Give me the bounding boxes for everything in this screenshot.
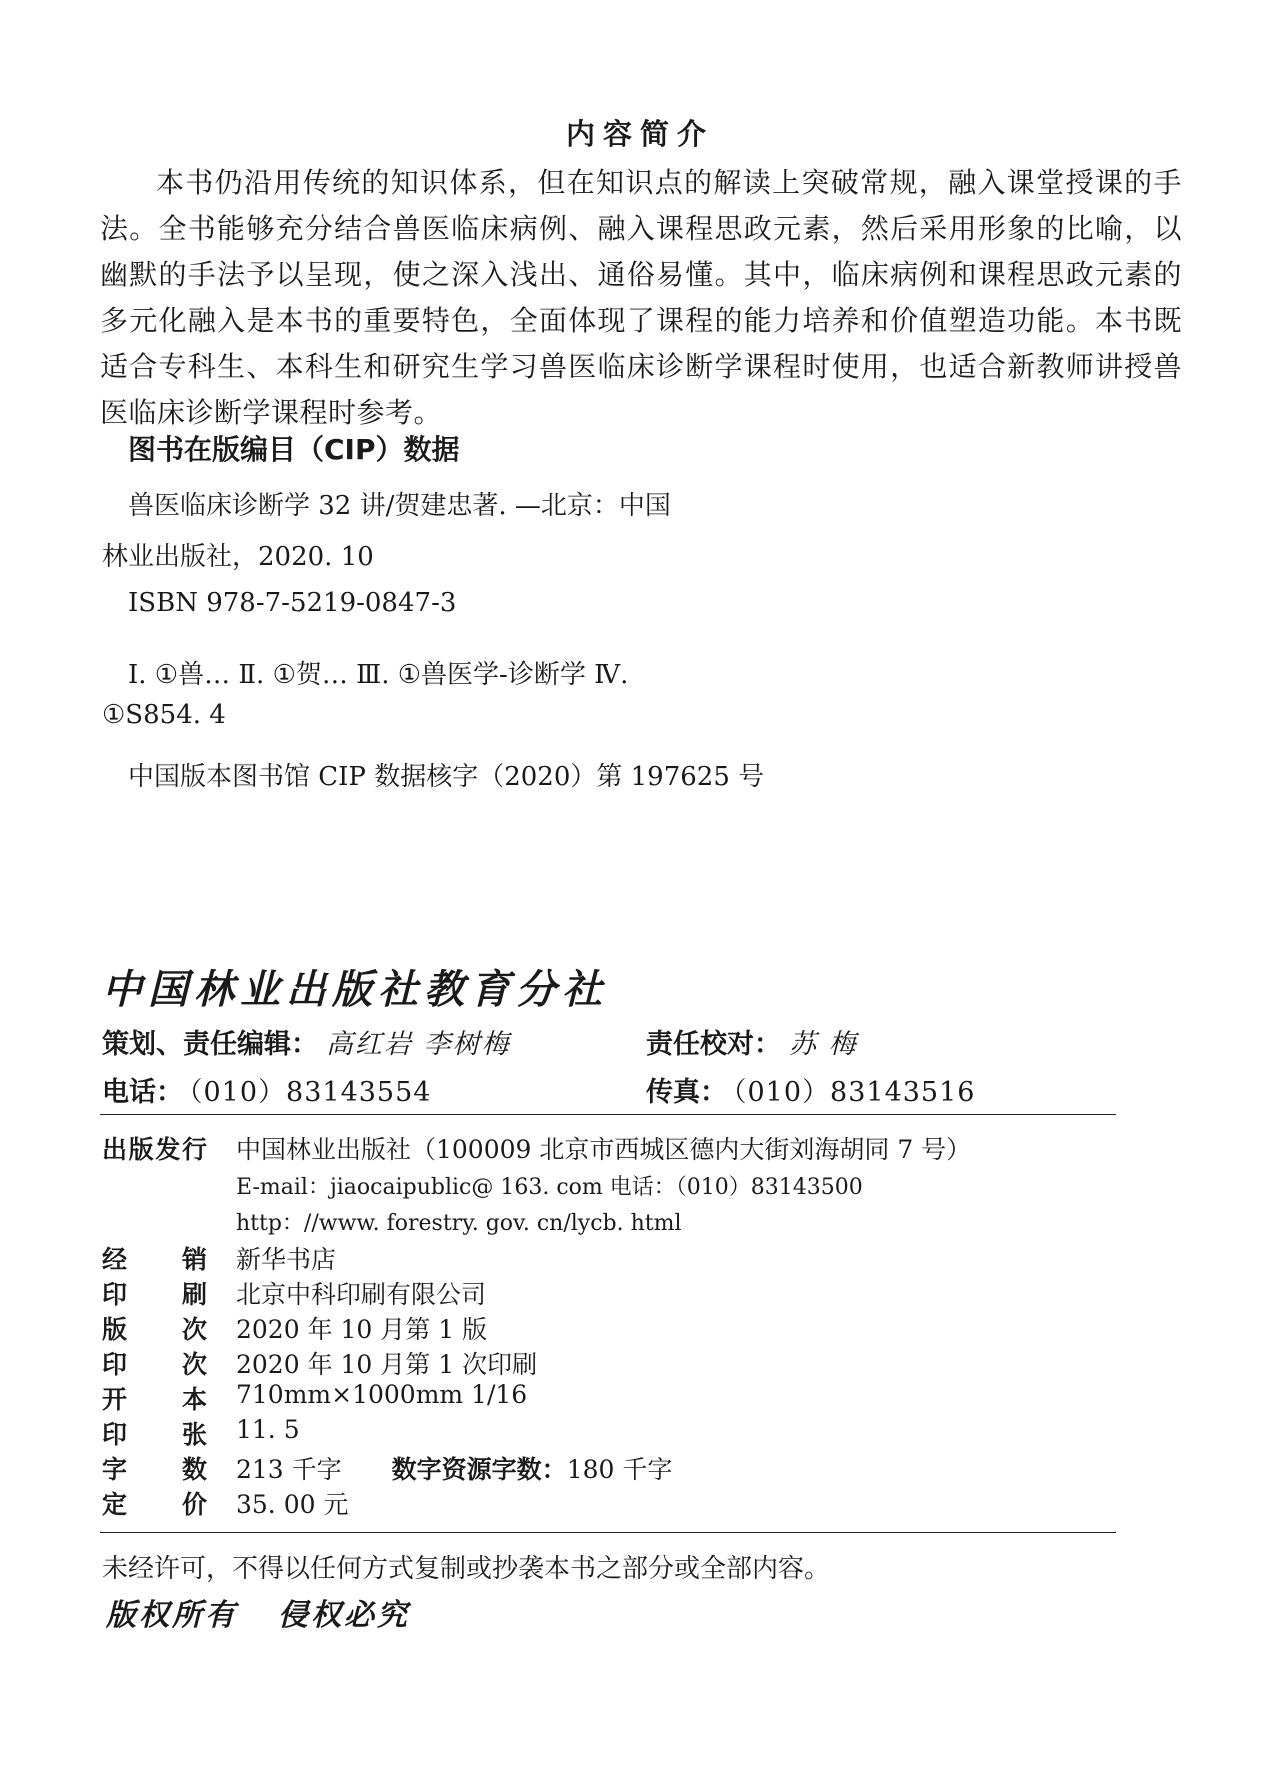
info-row-sheets xyxy=(102,1415,1002,1449)
digital-words-label: 数字资源字数： xyxy=(391,1455,567,1484)
words-value: 213 千字 xyxy=(236,1455,342,1484)
phone-value: （010）83143554 xyxy=(189,1077,432,1108)
info-key-publish: 出 版 发 行 xyxy=(102,1135,207,1164)
info-row-publish xyxy=(102,1130,1102,1164)
info-value-publish: 中国林业出版社（100009 北京市西城区德内大街刘海胡同 7 号） xyxy=(236,1135,972,1164)
publisher-name: 中国林业出版社教育分社 xyxy=(102,967,608,1013)
info-value-price: 35. 00 元 xyxy=(236,1490,349,1519)
info-row-edition xyxy=(102,1310,1002,1344)
info-key-printing: 印 次 xyxy=(102,1350,207,1379)
info-value-printing: 2020 年 10 月第 1 次印刷 xyxy=(236,1350,538,1379)
phone-label: 电话： xyxy=(102,1077,183,1108)
url-line: http：//www. forestry. gov. cn/lycb. html xyxy=(236,1211,682,1236)
editor-row xyxy=(102,1022,511,1061)
info-key-price: 定 价 xyxy=(102,1490,207,1519)
digital-words-value: 180 千字 xyxy=(566,1455,673,1484)
divider-top xyxy=(100,1114,1116,1115)
cip-publisher-line: 林业出版社，2020. 10 xyxy=(102,542,374,572)
editor-value: 高红岩 李树梅 xyxy=(326,1029,511,1060)
info-row-distributor xyxy=(102,1240,1002,1274)
info-key-format: 开 本 xyxy=(102,1385,207,1414)
rights-text-2: 侵权必究 xyxy=(278,1598,410,1633)
cip-heading: 图书在版编目（CIP）数据 xyxy=(128,433,460,466)
info-value-format: 710mm×1000mm 1/16 xyxy=(236,1380,528,1409)
divider-bottom xyxy=(100,1532,1116,1533)
info-key-edition: 版 次 xyxy=(102,1315,207,1344)
info-key-printer: 印 刷 xyxy=(102,1280,207,1309)
info-row-price xyxy=(102,1485,1002,1519)
intro-body: 本书仍沿用传统的知识体系，但在知识点的解读上突破常规，融入课堂授课的手法。全书能够充分结合兽医临床病例、融入课程思政元素，然后采用形象的比喻，以幽默的手法予以呈现，使之深入浅出、通俗易懂。其中，临床病例和课程思政元素的多元化融入是本书的重要特色，全面体现了课程的能力培养和价值塑造功能。本书既适合专科生、本科生和研究生学习兽医临床诊断学课程时使用，也适合新教师讲授兽医临床诊断学课程时参考。 xyxy=(100,166,1182,429)
info-row-printing xyxy=(102,1345,1002,1379)
info-value-edition: 2020 年 10 月第 1 版 xyxy=(236,1315,488,1344)
info-row-printer xyxy=(102,1275,1002,1309)
editor-label: 策划、责任编辑： xyxy=(102,1029,318,1060)
rights-reserved xyxy=(106,1590,410,1634)
proof-row xyxy=(646,1022,858,1061)
proof-label: 责任校对： xyxy=(646,1029,781,1060)
cip-classification-line2: ①S854. 4 xyxy=(102,700,226,730)
info-value-words xyxy=(236,1450,672,1486)
cip-isbn: ISBN 978-7-5219-0847-3 xyxy=(128,588,457,618)
rights-text-1: 版权所有 xyxy=(106,1598,238,1633)
copy-notice: 未经许可，不得以任何方式复制或抄袭本书之部分或全部内容。 xyxy=(102,1554,831,1584)
phone-row xyxy=(102,1070,431,1109)
info-row-words xyxy=(102,1450,1002,1484)
info-key-sheets: 印 张 xyxy=(102,1420,207,1449)
fax-row xyxy=(646,1070,975,1109)
proof-value: 苏 梅 xyxy=(789,1029,858,1060)
fax-value: （010）83143516 xyxy=(733,1077,976,1108)
info-key-distributor: 经 销 xyxy=(102,1245,207,1274)
info-value-sheets: 11. 5 xyxy=(236,1415,300,1444)
cip-classification-line1: Ⅰ. ①兽… Ⅱ. ①贺… Ⅲ. ①兽医学-诊断学 Ⅳ. xyxy=(128,660,629,690)
fax-label: 传真： xyxy=(646,1077,727,1108)
info-value-distributor: 新华书店 xyxy=(236,1245,337,1274)
cip-title-line: 兽医临床诊断学 32 讲/贺建忠著. —北京：中国 xyxy=(128,491,671,521)
cip-verification: 中国版本图书馆 CIP 数据核字（2020）第 197625 号 xyxy=(128,762,765,792)
email-line: E-mail：jiaocaipublic@ 163. com 电话：（010）83143500 xyxy=(236,1175,863,1200)
info-value-printer: 北京中科印刷有限公司 xyxy=(236,1280,487,1309)
intro-title: 内容简介 xyxy=(565,117,714,151)
info-row-format xyxy=(102,1380,1002,1414)
info-key-words: 字 数 xyxy=(102,1455,207,1484)
